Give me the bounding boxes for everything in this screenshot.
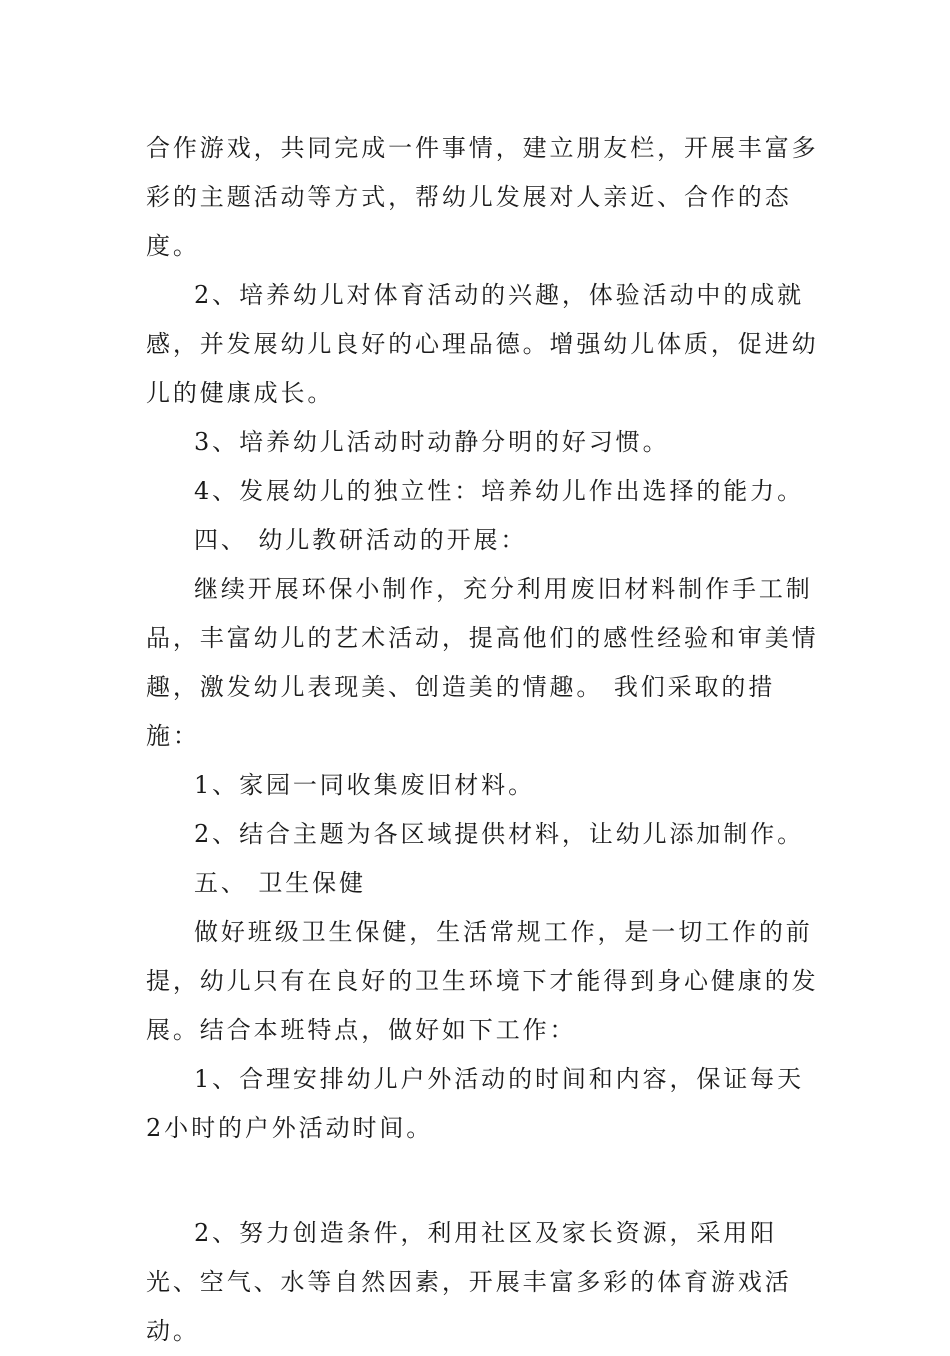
paragraph-measure-1: 1、家园一同收集废旧材料。 (194, 771, 535, 799)
section-heading-four: 四、 幼儿教研活动的开展： (194, 526, 528, 554)
paragraph-gap (146, 1153, 822, 1209)
paragraph-item-4-independence: 4、发展幼儿的独立性：培养幼儿作出选择的能力。 (194, 477, 804, 505)
paragraph-eco-crafts: 继续开展环保小制作，充分利用废旧材料制作手工制品，丰富幼儿的艺术活动，提高他们的感性经验和审美情趣，激发幼儿表现美、创造美的情趣。 我们采取的措施： (146, 575, 819, 750)
paragraph-item-2-sports-interest: 2、培养幼儿对体育活动的兴趣，体验活动中的成就感，并发展幼儿良好的心理品德。增强幼儿体质，促进幼儿的健康成长。 (146, 281, 819, 407)
paragraph-hygiene-item-2: 2、努力创造条件，利用社区及家长资源，采用阳光、空气、水等自然因素，开展丰富多彩的体育游戏活动。 (146, 1219, 792, 1345)
document-body (146, 124, 822, 1356)
paragraph-hygiene-intro: 做好班级卫生保健，生活常规工作，是一切工作的前提，幼儿只有在良好的卫生环境下才能得到身心健康的发展。结合本班特点，做好如下工作： (146, 918, 819, 1044)
paragraph-hygiene-item-1: 1、合理安排幼儿户外活动的时间和内容，保证每天2小时的户外活动时间。 (146, 1065, 804, 1142)
paragraph-cooperation-continued: 合作游戏，共同完成一件事情，建立朋友栏，开展丰富多彩的主题活动等方式，帮幼儿发展对人亲近、合作的态度。 (146, 134, 819, 260)
paragraph-measure-2: 2、结合主题为各区域提供材料，让幼儿添加制作。 (194, 820, 804, 848)
paragraph-item-3-habits: 3、培养幼儿活动时动静分明的好习惯。 (194, 428, 670, 456)
section-heading-five: 五、 卫生保健 (194, 869, 366, 897)
